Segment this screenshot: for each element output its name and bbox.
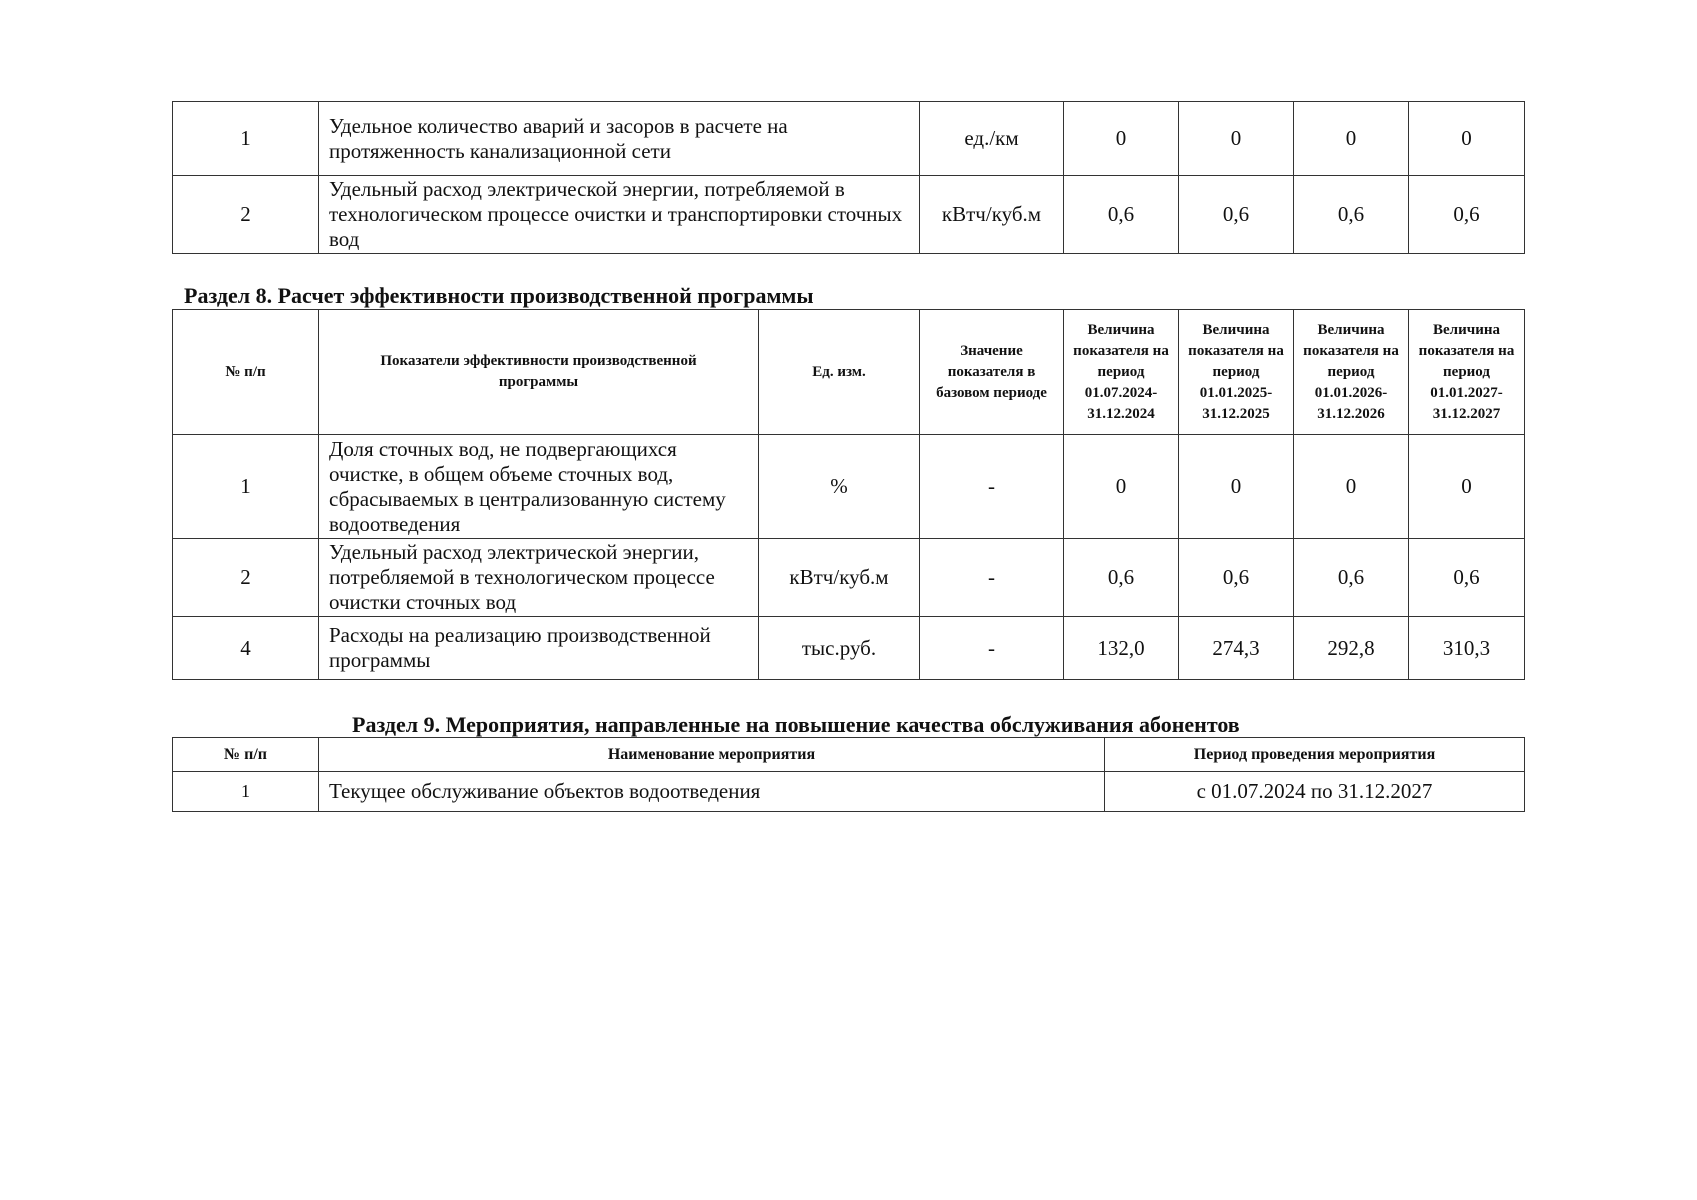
header-name: Показатели эффективности производственной программы [319, 310, 759, 435]
cell-value: 0 [1409, 435, 1525, 539]
table-section9 [172, 737, 1525, 812]
table-section7 [172, 101, 1525, 254]
table-row [173, 539, 1525, 617]
cell-unit: % [759, 435, 920, 539]
table-row [173, 772, 1525, 812]
cell-value: 0 [1409, 102, 1525, 176]
header-name: Наименование мероприятия [319, 738, 1105, 772]
cell-unit: кВтч/куб.м [759, 539, 920, 617]
header-period-3: Величина показателя на период 01.01.2026-31.12.2026 [1294, 310, 1409, 435]
table-row [173, 176, 1525, 254]
header-period: Период проведения мероприятия [1105, 738, 1525, 772]
cell-value: 0,6 [1409, 539, 1525, 617]
cell-value: 0 [1294, 102, 1409, 176]
table-header-row [173, 310, 1525, 435]
cell-value: 0,6 [1409, 176, 1525, 254]
cell-num: 4 [173, 617, 319, 680]
table-row [173, 435, 1525, 539]
section9-title: Раздел 9. Мероприятия, направленные на повышение качества обслуживания абонентов [352, 712, 1240, 737]
cell-name: Доля сточных вод, не подвергающихся очистке, в общем объеме сточных вод, сбрасываемых в централизованную систему водоотведения [319, 435, 759, 539]
section8-title: Раздел 8. Расчет эффективности производственной программы [184, 283, 814, 308]
cell-name: Расходы на реализацию производственной программы [319, 617, 759, 680]
cell-value: 0 [1064, 102, 1179, 176]
header-period-2: Величина показателя на период 01.01.2025-31.12.2025 [1179, 310, 1294, 435]
header-period-4: Величина показателя на период 01.01.2027-31.12.2027 [1409, 310, 1525, 435]
table-row [173, 617, 1525, 680]
header-base: Значение показателя в базовом периоде [920, 310, 1064, 435]
cell-value: 310,3 [1409, 617, 1525, 680]
cell-num: 1 [173, 772, 319, 812]
table-section8 [172, 309, 1525, 680]
cell-value: 0 [1179, 435, 1294, 539]
cell-num: 1 [173, 435, 319, 539]
header-num: № п/п [173, 310, 319, 435]
cell-value: 292,8 [1294, 617, 1409, 680]
cell-num: 2 [173, 539, 319, 617]
cell-name: Текущее обслуживание объектов водоотведения [319, 772, 1105, 812]
header-num: № п/п [173, 738, 319, 772]
cell-num: 1 [173, 102, 319, 176]
cell-unit: тыс.руб. [759, 617, 920, 680]
cell-value: 274,3 [1179, 617, 1294, 680]
header-period-1: Величина показателя на период 01.07.2024-31.12.2024 [1064, 310, 1179, 435]
cell-value: 0 [1294, 435, 1409, 539]
table-header-row [173, 738, 1525, 772]
cell-name: Удельный расход электрической энергии, потребляемой в технологическом процессе очистки сточных вод [319, 539, 759, 617]
cell-unit: ед./км [920, 102, 1064, 176]
cell-value: 0,6 [1064, 176, 1179, 254]
cell-unit: кВтч/куб.м [920, 176, 1064, 254]
cell-value: 0,6 [1294, 176, 1409, 254]
cell-value: 132,0 [1064, 617, 1179, 680]
header-unit: Ед. изм. [759, 310, 920, 435]
cell-name: Удельное количество аварий и засоров в расчете на протяженность канализационной сети [319, 102, 920, 176]
cell-value: 0,6 [1294, 539, 1409, 617]
cell-value: 0,6 [1179, 539, 1294, 617]
cell-base: - [920, 539, 1064, 617]
cell-num: 2 [173, 176, 319, 254]
cell-base: - [920, 435, 1064, 539]
cell-value: 0,6 [1064, 539, 1179, 617]
cell-name: Удельный расход электрической энергии, потребляемой в технологическом процессе очистки и транспортировки сточных вод [319, 176, 920, 254]
cell-period: с 01.07.2024 по 31.12.2027 [1105, 772, 1525, 812]
cell-value: 0 [1064, 435, 1179, 539]
cell-base: - [920, 617, 1064, 680]
cell-value: 0 [1179, 102, 1294, 176]
cell-value: 0,6 [1179, 176, 1294, 254]
table-row [173, 102, 1525, 176]
